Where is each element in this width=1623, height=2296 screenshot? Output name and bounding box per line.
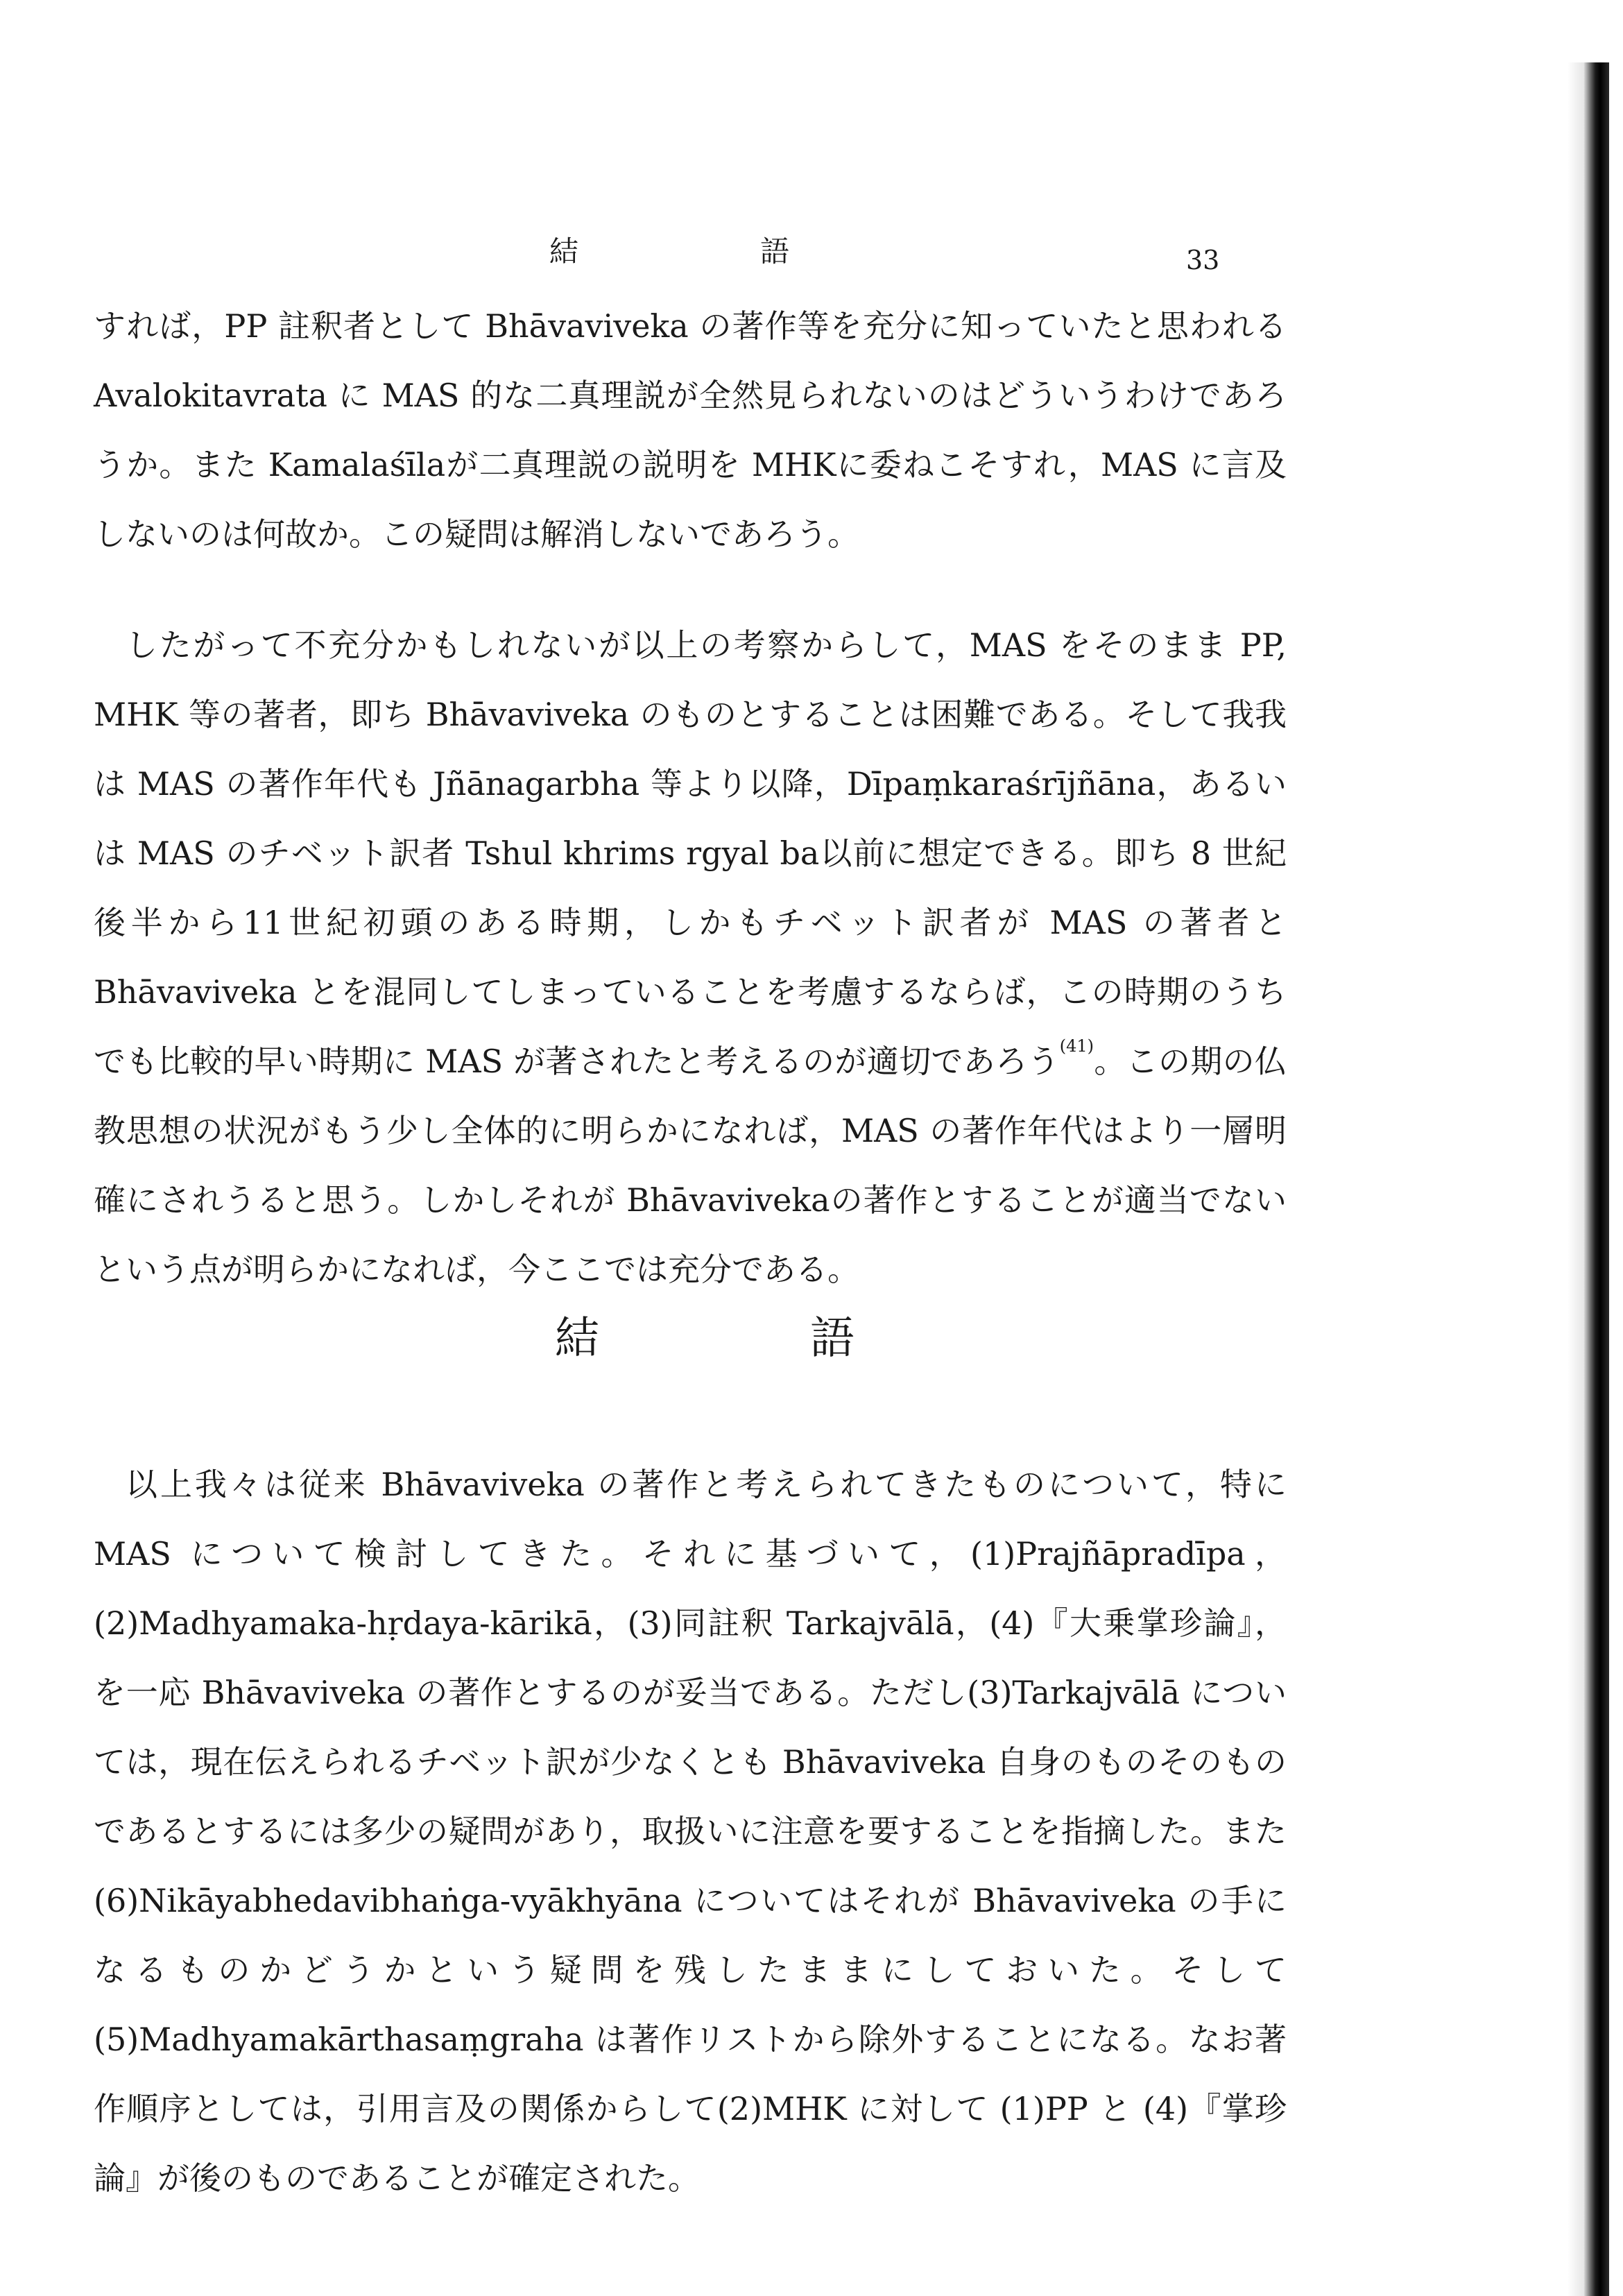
page-number: 33 bbox=[1186, 245, 1220, 275]
paragraph-conclusion-mas bbox=[94, 610, 1287, 1304]
paragraph-2-text-continued: 。この期の仏教思想の状況がもう少し全体的に明らかになれば，MAS の著作年代はより一層明確にされうると思う。しかしそれが Bhāvavivekaの著作とすることが適当でないという点が明らかになれば，今ここでは充分である。 bbox=[94, 1043, 1287, 1288]
paragraph-continuation bbox=[94, 291, 1287, 569]
section-heading: 結 語 bbox=[555, 1313, 938, 1364]
paragraph-2 bbox=[94, 610, 1287, 1304]
paragraph-2-text: したがって不充分かもしれないが以上の考察からして，MAS をそのまま PP, MHK 等の著者，即ち Bhāvaviveka のものとすることは困難である。そして我我は MAS の著作年代も Jñānagarbha 等より以降，Dīpaṃkaraśrījñāna，あるいは MAS のチベット訳者 Tshul khrims rgyal ba以前に想定できる。即ち 8 世紀後半から11世紀初頭のある時期，しかもチベット訳者が MAS の著者とBhāvaviveka とを混同してしまっていることを考慮するならば，この時期のうちでも比較的早い時期に MAS が著されたと考えるのが適切であろう bbox=[94, 626, 1287, 1080]
paragraph-1: すれば，PP 註釈者として Bhāvaviveka の著作等を充分に知っていたと思われるAvalokitavrata に MAS 的な二真理説が全然見られないのはどういうわけであろうか。また Kamalaśīlaが二真理説の説明を MHKに委ねこそすれ，MAS に言及しないのは何故か。この疑問は解消しないであろう。 bbox=[94, 307, 1287, 553]
binding-shadow bbox=[1568, 62, 1584, 2296]
book-binding-edge bbox=[1584, 62, 1609, 2296]
paragraph-final-conclusion bbox=[94, 1450, 1287, 2213]
running-head: 結 語 bbox=[549, 234, 866, 268]
footnote-reference: (41) bbox=[1059, 1036, 1094, 1056]
paragraph-3: 以上我々は従来 Bhāvaviveka の著作と考えられてきたものについて，特に MAS について検討してきた。それに基づいて，(1)Prajñāpradīpa，(2)Madhyamaka-hṛdaya-kārikā，(3)同註釈 Tarkajvālā，(4)『大乗掌珍論』，を一応 Bhāvaviveka の著作とするのが妥当である。ただし(3)Tarkajvālā については，現在伝えられるチベット訳が少なくとも Bhāvaviveka 自身のものそのものであるとするには多少の疑問があり，取扱いに注意を要することを指摘した。また(6)Nikāyabhedavibhaṅga-vyākhyāna についてはそれが Bhāvaviveka の手になるものかどうかという疑問を残したままにしておいた。そして(5)Madhyamakārthasaṃgraha は著作リストから除外することになる。なお著作順序としては，引用言及の関係からして(2)MHK に対して (1)PP と (4)『掌珍論』が後のものであることが確定された。 bbox=[94, 1466, 1287, 2197]
